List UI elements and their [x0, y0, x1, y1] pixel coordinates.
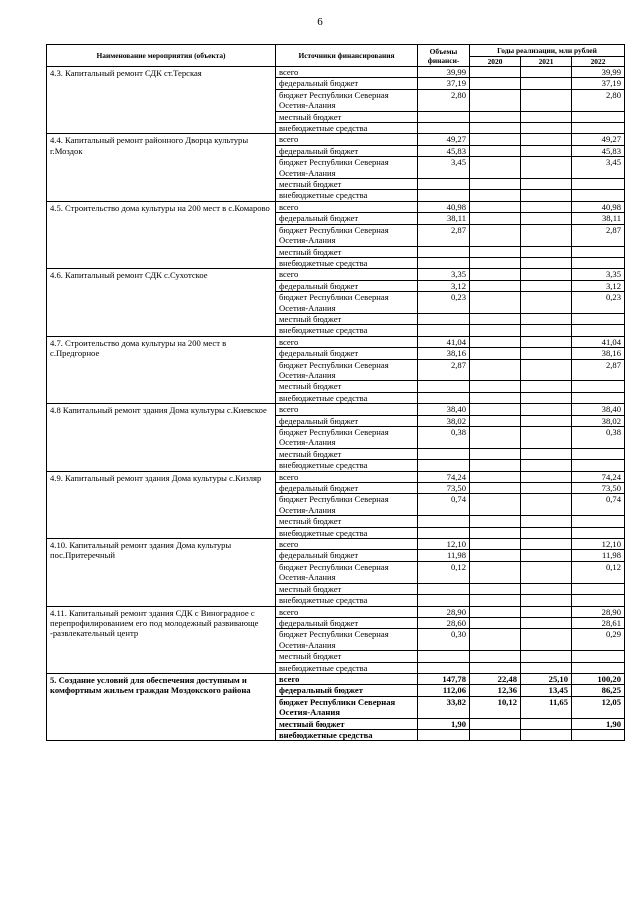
measure-name: 4.7. Строительство дома культуры на 200 мест в с.Предгорное: [47, 336, 276, 403]
funding-source: местный бюджет: [276, 111, 418, 122]
funding-source: всего: [276, 336, 418, 347]
value-y2022: [572, 111, 625, 122]
value-y2020: [470, 201, 521, 212]
measure-name: 4.8 Капитальный ремонт здания Дома культуры с.Киевское: [47, 404, 276, 471]
funding-source: бюджет Республики Северная Осетия-Алания: [276, 696, 418, 718]
value-y2020: [470, 583, 521, 594]
value-total: [418, 583, 470, 594]
table-row: [47, 404, 625, 415]
value-y2021: [521, 157, 572, 179]
value-total: [418, 111, 470, 122]
value-total: 147,78: [418, 673, 470, 684]
value-total: 49,27: [418, 134, 470, 145]
value-y2020: [470, 662, 521, 673]
value-y2020: [470, 516, 521, 527]
value-y2021: [521, 269, 572, 280]
value-y2022: 39,99: [572, 67, 625, 78]
value-y2021: [521, 629, 572, 651]
funding-source: федеральный бюджет: [276, 280, 418, 291]
value-y2021: 11,65: [521, 696, 572, 718]
value-total: 3,35: [418, 269, 470, 280]
table-row: [47, 471, 625, 482]
funding-source: всего: [276, 404, 418, 415]
value-y2020: [470, 606, 521, 617]
funding-source: бюджет Республики Северная Осетия-Алания: [276, 427, 418, 449]
funding-source: всего: [276, 606, 418, 617]
value-y2021: 25,10: [521, 673, 572, 684]
value-total: [418, 123, 470, 134]
value-total: 0,12: [418, 561, 470, 583]
value-y2020: [470, 392, 521, 403]
value-total: 33,82: [418, 696, 470, 718]
value-y2022: [572, 583, 625, 594]
header-volume: Объемы финанси-: [418, 45, 470, 67]
value-total: 28,60: [418, 617, 470, 628]
value-y2020: [470, 595, 521, 606]
funding-source: внебюджетные средства: [276, 257, 418, 268]
value-y2020: [470, 313, 521, 324]
value-y2022: 38,16: [572, 348, 625, 359]
value-y2022: [572, 246, 625, 257]
table-row: [47, 336, 625, 347]
value-y2021: [521, 145, 572, 156]
value-y2022: 73,50: [572, 483, 625, 494]
value-total: 12,10: [418, 539, 470, 550]
value-total: 3,45: [418, 157, 470, 179]
value-y2021: [521, 280, 572, 291]
value-y2020: [470, 269, 521, 280]
table-body: [47, 67, 625, 741]
value-total: 112,06: [418, 685, 470, 696]
value-y2020: 10,12: [470, 696, 521, 718]
value-total: 0,30: [418, 629, 470, 651]
value-y2022: 0,74: [572, 494, 625, 516]
value-y2022: [572, 179, 625, 190]
value-y2020: [470, 629, 521, 651]
value-y2022: [572, 123, 625, 134]
value-y2022: 0,38: [572, 427, 625, 449]
table-row: [47, 134, 625, 145]
table-row: [47, 539, 625, 550]
value-total: 38,11: [418, 213, 470, 224]
value-y2021: [521, 246, 572, 257]
value-y2020: [470, 213, 521, 224]
value-y2021: [521, 134, 572, 145]
value-y2022: [572, 651, 625, 662]
value-y2021: [521, 427, 572, 449]
value-total: 41,04: [418, 336, 470, 347]
value-y2020: [470, 483, 521, 494]
value-y2021: [521, 595, 572, 606]
value-y2022: 49,27: [572, 134, 625, 145]
funding-source: бюджет Республики Северная Осетия-Алания: [276, 292, 418, 314]
value-total: 37,19: [418, 78, 470, 89]
value-y2021: [521, 539, 572, 550]
value-y2021: [521, 583, 572, 594]
value-y2020: [470, 404, 521, 415]
value-y2022: 38,02: [572, 415, 625, 426]
value-y2020: 12,36: [470, 685, 521, 696]
header-year-2020: 2020: [470, 57, 521, 67]
funding-source: бюджет Республики Северная Осетия-Алания: [276, 359, 418, 381]
value-y2022: 28,90: [572, 606, 625, 617]
funding-source: внебюджетные средства: [276, 595, 418, 606]
value-y2020: [470, 246, 521, 257]
value-total: 0,23: [418, 292, 470, 314]
value-y2022: 45,83: [572, 145, 625, 156]
value-total: [418, 729, 470, 740]
value-y2021: [521, 292, 572, 314]
value-total: 3,12: [418, 280, 470, 291]
value-y2021: [521, 179, 572, 190]
value-y2021: [521, 201, 572, 212]
value-y2022: 3,45: [572, 157, 625, 179]
value-y2020: [470, 145, 521, 156]
value-y2020: [470, 617, 521, 628]
value-y2021: [521, 729, 572, 740]
funding-source: бюджет Республики Северная Осетия-Алания: [276, 157, 418, 179]
value-y2021: [521, 224, 572, 246]
value-y2021: [521, 78, 572, 89]
value-y2022: 3,12: [572, 280, 625, 291]
funding-source: местный бюджет: [276, 651, 418, 662]
value-y2022: [572, 325, 625, 336]
value-y2021: [521, 494, 572, 516]
value-y2020: [470, 157, 521, 179]
value-total: 40,98: [418, 201, 470, 212]
value-y2021: [521, 718, 572, 729]
funding-source: местный бюджет: [276, 179, 418, 190]
value-total: 45,83: [418, 145, 470, 156]
measure-name: 4.10. Капитальный ремонт здания Дома культуры пос.Притеречный: [47, 539, 276, 606]
header-year-2022: 2022: [572, 57, 625, 67]
funding-source: федеральный бюджет: [276, 213, 418, 224]
value-y2020: [470, 448, 521, 459]
value-y2022: 2,80: [572, 89, 625, 111]
value-total: 39,99: [418, 67, 470, 78]
value-y2020: [470, 179, 521, 190]
value-y2020: [470, 460, 521, 471]
value-total: 2,87: [418, 224, 470, 246]
funding-source: бюджет Республики Северная Осетия-Алания: [276, 494, 418, 516]
value-y2021: [521, 550, 572, 561]
funding-source: федеральный бюджет: [276, 617, 418, 628]
value-total: 74,24: [418, 471, 470, 482]
value-y2022: [572, 392, 625, 403]
value-y2022: [572, 257, 625, 268]
funding-source: бюджет Республики Северная Осетия-Алания: [276, 224, 418, 246]
funding-source: всего: [276, 539, 418, 550]
measure-name: 4.3. Капитальный ремонт СДК ст.Терская: [47, 67, 276, 134]
funding-source: федеральный бюджет: [276, 685, 418, 696]
value-y2022: 11,98: [572, 550, 625, 561]
value-y2020: [470, 111, 521, 122]
funding-source: внебюджетные средства: [276, 325, 418, 336]
value-y2021: [521, 313, 572, 324]
funding-source: всего: [276, 673, 418, 684]
value-y2022: 28,61: [572, 617, 625, 628]
value-y2021: [521, 336, 572, 347]
measure-name: 4.4. Капитальный ремонт районного Дворца культуры г.Моздок: [47, 134, 276, 201]
funding-source: местный бюджет: [276, 381, 418, 392]
value-y2022: 41,04: [572, 336, 625, 347]
value-y2021: [521, 448, 572, 459]
value-y2022: 0,12: [572, 561, 625, 583]
value-y2021: [521, 404, 572, 415]
table-row: [47, 201, 625, 212]
measure-name: 4.5. Строительство дома культуры на 200 мест в с.Комарово: [47, 201, 276, 268]
funding-source: местный бюджет: [276, 246, 418, 257]
value-total: [418, 662, 470, 673]
value-y2020: [470, 89, 521, 111]
funding-source: федеральный бюджет: [276, 348, 418, 359]
value-y2020: [470, 123, 521, 134]
value-y2021: [521, 561, 572, 583]
value-y2022: 12,05: [572, 696, 625, 718]
value-y2021: [521, 392, 572, 403]
header-source: Источники финансирования: [276, 45, 418, 67]
page-number: 6: [317, 16, 323, 28]
value-total: 28,90: [418, 606, 470, 617]
value-y2020: [470, 224, 521, 246]
value-y2020: [470, 336, 521, 347]
value-y2021: [521, 483, 572, 494]
funding-source: внебюджетные средства: [276, 392, 418, 403]
value-total: 38,40: [418, 404, 470, 415]
value-y2020: [470, 348, 521, 359]
value-y2021: [521, 257, 572, 268]
value-y2020: [470, 190, 521, 201]
value-y2022: 1,90: [572, 718, 625, 729]
value-total: [418, 325, 470, 336]
value-y2022: [572, 313, 625, 324]
value-y2022: 38,11: [572, 213, 625, 224]
value-y2021: [521, 190, 572, 201]
table-header: [47, 45, 625, 67]
funding-source: внебюджетные средства: [276, 729, 418, 740]
value-y2021: [521, 213, 572, 224]
value-y2021: [521, 67, 572, 78]
value-y2022: 100,20: [572, 673, 625, 684]
value-total: [418, 392, 470, 403]
funding-source: федеральный бюджет: [276, 550, 418, 561]
value-y2022: 0,23: [572, 292, 625, 314]
value-y2021: [521, 651, 572, 662]
funding-source: всего: [276, 269, 418, 280]
funding-source: внебюджетные средства: [276, 190, 418, 201]
value-total: [418, 190, 470, 201]
value-y2022: [572, 516, 625, 527]
value-y2021: [521, 111, 572, 122]
funding-source: внебюджетные средства: [276, 662, 418, 673]
funding-source: федеральный бюджет: [276, 415, 418, 426]
value-y2020: [470, 729, 521, 740]
header-years-group: Годы реализации, млн рублей: [470, 45, 625, 57]
funding-source: местный бюджет: [276, 718, 418, 729]
value-y2020: [470, 527, 521, 538]
value-y2021: [521, 325, 572, 336]
value-total: [418, 651, 470, 662]
funding-source: всего: [276, 134, 418, 145]
table-row: [47, 606, 625, 617]
value-y2022: 38,40: [572, 404, 625, 415]
funding-source: федеральный бюджет: [276, 145, 418, 156]
value-y2020: [470, 415, 521, 426]
funding-source: бюджет Республики Северная Осетия-Алания: [276, 89, 418, 111]
funding-source: местный бюджет: [276, 516, 418, 527]
value-y2021: 13,45: [521, 685, 572, 696]
value-y2020: [470, 257, 521, 268]
value-y2020: [470, 381, 521, 392]
funding-source: всего: [276, 201, 418, 212]
value-y2022: [572, 448, 625, 459]
value-total: 0,74: [418, 494, 470, 516]
value-y2020: [470, 471, 521, 482]
funding-source: местный бюджет: [276, 313, 418, 324]
funding-source: федеральный бюджет: [276, 483, 418, 494]
measure-name: 4.9. Капитальный ремонт здания Дома культуры с.Кизляр: [47, 471, 276, 538]
value-y2020: [470, 67, 521, 78]
value-total: 38,02: [418, 415, 470, 426]
value-y2022: [572, 527, 625, 538]
value-y2022: [572, 729, 625, 740]
value-y2020: [470, 561, 521, 583]
value-y2020: [470, 359, 521, 381]
value-y2020: [470, 494, 521, 516]
value-total: [418, 448, 470, 459]
table-row: [47, 673, 625, 684]
value-y2021: [521, 460, 572, 471]
funding-source: федеральный бюджет: [276, 78, 418, 89]
value-total: 38,16: [418, 348, 470, 359]
header-year-2021: 2021: [521, 57, 572, 67]
value-y2022: 0,29: [572, 629, 625, 651]
measure-name: 5. Создание условий для обеспечения доступным и комфортным жильем граждан Моздокского района: [47, 673, 276, 740]
value-y2022: 40,98: [572, 201, 625, 212]
value-y2020: [470, 651, 521, 662]
value-total: 2,87: [418, 359, 470, 381]
value-total: [418, 460, 470, 471]
value-y2022: 2,87: [572, 359, 625, 381]
funding-source: всего: [276, 471, 418, 482]
value-y2020: [470, 280, 521, 291]
value-y2022: 74,24: [572, 471, 625, 482]
funding-source: всего: [276, 67, 418, 78]
funding-source: местный бюджет: [276, 583, 418, 594]
funding-source: внебюджетные средства: [276, 123, 418, 134]
value-y2022: 2,87: [572, 224, 625, 246]
value-y2021: [521, 89, 572, 111]
value-y2022: 86,25: [572, 685, 625, 696]
value-y2021: [521, 606, 572, 617]
value-y2020: [470, 134, 521, 145]
value-y2022: 12,10: [572, 539, 625, 550]
funding-source: бюджет Республики Северная Осетия-Алания: [276, 561, 418, 583]
value-y2022: [572, 595, 625, 606]
value-total: [418, 257, 470, 268]
value-y2021: [521, 123, 572, 134]
value-y2021: [521, 617, 572, 628]
value-total: [418, 179, 470, 190]
value-y2021: [521, 415, 572, 426]
value-total: 0,38: [418, 427, 470, 449]
value-y2020: [470, 539, 521, 550]
funding-source: внебюджетные средства: [276, 527, 418, 538]
header-name: Наименование мероприятия (объекта): [47, 45, 276, 67]
measure-name: 4.6. Капитальный ремонт СДК с.Сухотское: [47, 269, 276, 336]
value-y2020: [470, 427, 521, 449]
table-row: [47, 67, 625, 78]
value-y2020: [470, 550, 521, 561]
value-y2020: [470, 78, 521, 89]
value-y2021: [521, 516, 572, 527]
value-y2022: [572, 381, 625, 392]
value-y2021: [521, 527, 572, 538]
value-y2021: [521, 359, 572, 381]
value-y2021: [521, 381, 572, 392]
value-total: [418, 516, 470, 527]
value-y2021: [521, 348, 572, 359]
value-y2022: [572, 190, 625, 201]
funding-source: бюджет Республики Северная Осетия-Алания: [276, 629, 418, 651]
value-total: [418, 527, 470, 538]
value-y2020: 22,48: [470, 673, 521, 684]
measure-name: 4.11. Капитальный ремонт здания СДК с Виноградное с перепрофилированием его под молодежный развивающе -развлекательный центр: [47, 606, 276, 673]
funding-source: внебюджетные средства: [276, 460, 418, 471]
value-total: 2,80: [418, 89, 470, 111]
financing-table: [46, 44, 625, 741]
value-y2020: [470, 292, 521, 314]
value-y2021: [521, 471, 572, 482]
value-total: [418, 246, 470, 257]
value-y2022: [572, 460, 625, 471]
table-row: [47, 269, 625, 280]
value-y2022: 37,19: [572, 78, 625, 89]
value-y2021: [521, 662, 572, 673]
value-y2022: 3,35: [572, 269, 625, 280]
value-total: [418, 381, 470, 392]
value-y2022: [572, 662, 625, 673]
value-total: 11,98: [418, 550, 470, 561]
value-total: [418, 595, 470, 606]
value-total: [418, 313, 470, 324]
value-y2020: [470, 718, 521, 729]
value-y2020: [470, 325, 521, 336]
value-total: 73,50: [418, 483, 470, 494]
funding-source: местный бюджет: [276, 448, 418, 459]
value-total: 1,90: [418, 718, 470, 729]
